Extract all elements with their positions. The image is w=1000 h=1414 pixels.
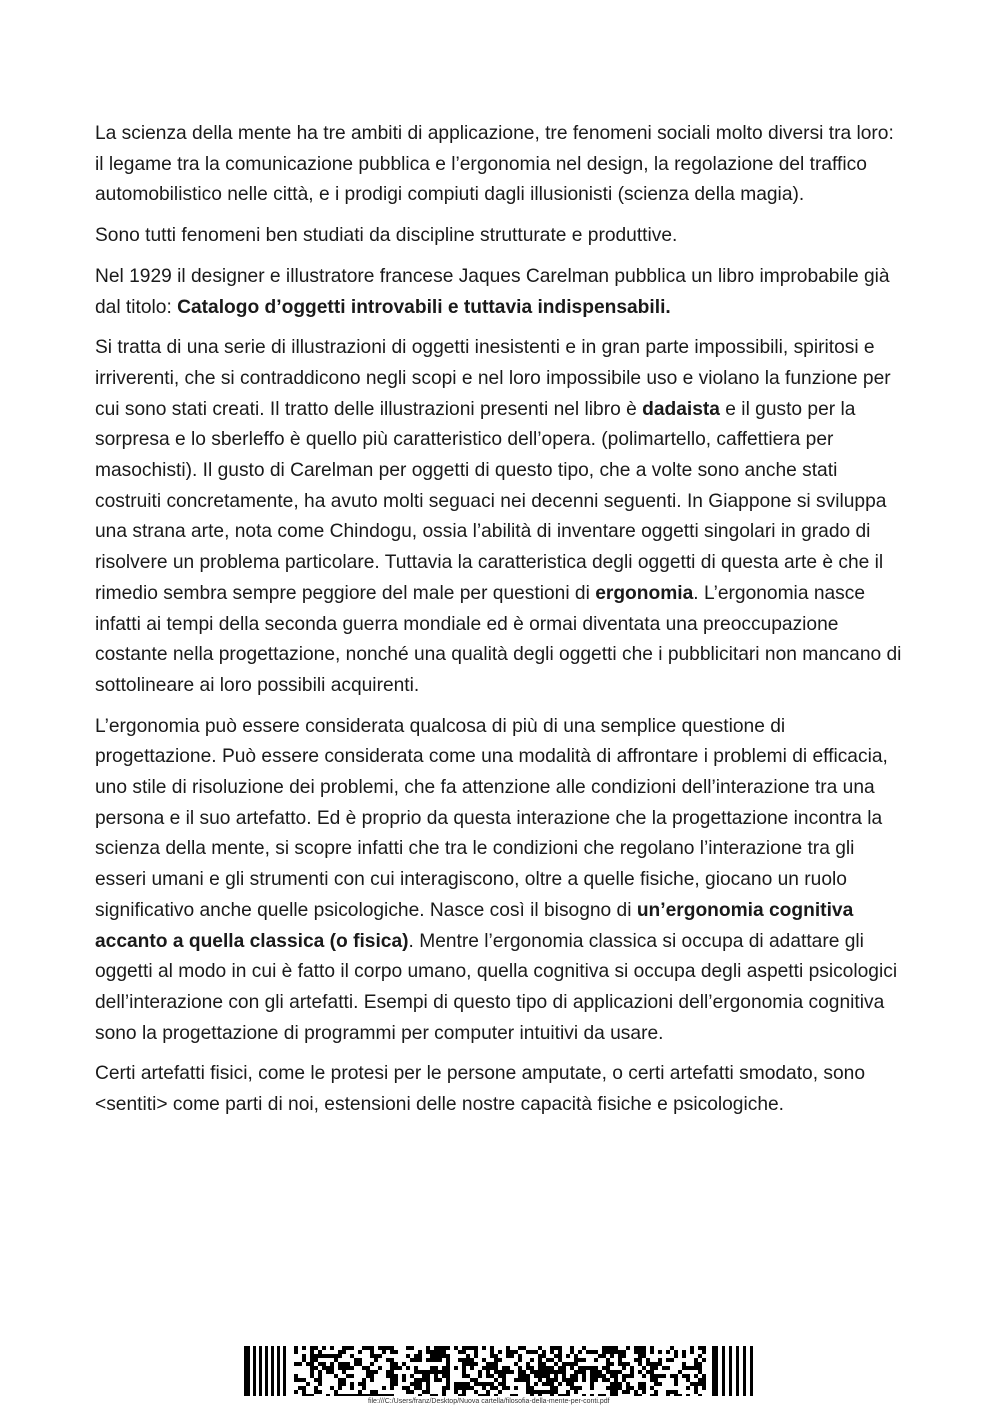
document-body	[95, 119, 907, 1131]
file-path-footer: file:///C:/Users/franz/Desktop/Nuova cartella/filosofia-della-mente-per-conti.pdf	[368, 1398, 610, 1405]
paragraph-6	[95, 1059, 907, 1120]
text-segment: . Mentre l’ergonomia classica si occupa di adattare gli oggetti al modo in cui è fatto il corpo umano, quella cognitiva si occupa degli aspetti psicologici dell’interazione con gli artefatti. Esempi di questo tipo di applicazioni dell’ergonomia cognitiva sono la progettazione di programmi per computer intuitivi da usare.	[95, 930, 898, 1044]
paragraph-3	[95, 262, 907, 323]
text-segment: . L’ergonomia nasce infatti ai tempi della seconda guerra mondiale ed è ormai diventata una preoccupazione costante nella progettazione, nonché una qualità degli oggetti che i pubblicitari non mancano di sottolineare ai loro possibili acquirenti.	[95, 582, 902, 696]
text-segment: e il gusto per la sorpresa e lo sberleffo è quello più caratteristico dell’opera. (polimartello, caffettiera per masochisti). Il gusto di Carelman per oggetti di questo tipo, che a volte sono anche stati costruiti concretamente, ha avuto molti seguaci nei decenni seguenti. In Giappone si sviluppa una strana arte, nota come Chindogu, ossia l’abilità di inventare oggetti singolari in grado di risolvere un problema particolare. Tuttavia la caratteristica degli oggetti di questa arte è che il rimedio sembra sempre peggiore del male per questioni di	[95, 398, 887, 604]
paragraph-4	[95, 333, 907, 701]
text-segment: Nel 1929 il designer e illustratore francese Jaques Carelman pubblica un libro improbabile già dal titolo:	[95, 265, 890, 318]
paragraph-5	[95, 712, 907, 1050]
paragraph-2	[95, 221, 907, 252]
bold-text: dadaista	[642, 398, 720, 420]
bold-text: ergonomia	[595, 582, 694, 604]
barcode-icon	[244, 1346, 758, 1396]
text-segment: La scienza della mente ha tre ambiti di applicazione, tre fenomeni sociali molto diversi tra loro: il legame tra la comunicazione pubblica e l’ergonomia nel design, la regolazione del traffico automobilistico nelle città, e i prodigi compiuti dagli illusionisti (scienza della magia).	[95, 123, 894, 206]
bold-text: un’ergonomia cognitiva accanto a quella classica (o fisica)	[95, 899, 854, 952]
paragraph-1	[95, 119, 907, 211]
text-segment: L’ergonomia può essere considerata qualcosa di più di una semplice questione di progettazione. Può essere considerata come una modalità di affrontare i problemi di efficacia, uno stile di risoluzione dei problemi, che fa attenzione alle condizioni dell’interazione tra una persona e il suo artefatto. Ed è proprio da questa interazione che la progettazione incontra la scienza della mente, si scopre infatti che tra le condizioni che regolano l’interazione tra gli esseri umani e gli strumenti con cui interagiscono, oltre a quelle fisiche, giocano un ruolo significativo anche quelle psicologiche. Nasce così il bisogno di	[95, 715, 888, 921]
text-segment: Si tratta di una serie di illustrazioni di oggetti inesistenti e in gran parte impossibili, spiritosi e irriverenti, che si contraddicono negli scopi e nel loro impossibile uso e violano la funzione per cui sono stati creati. Il tratto delle illustrazioni presenti nel libro è	[95, 337, 891, 420]
text-segment: Sono tutti fenomeni ben studiati da discipline strutturate e produttive.	[95, 225, 678, 247]
text-segment: Certi artefatti fisici, come le protesi per le persone amputate, o certi artefatti smodato, sono <sentiti> come parti di noi, estensioni delle nostre capacità fisiche e psicologiche.	[95, 1063, 865, 1116]
bold-text: Catalogo d’oggetti introvabili e tuttavia indispensabili.	[177, 296, 671, 318]
